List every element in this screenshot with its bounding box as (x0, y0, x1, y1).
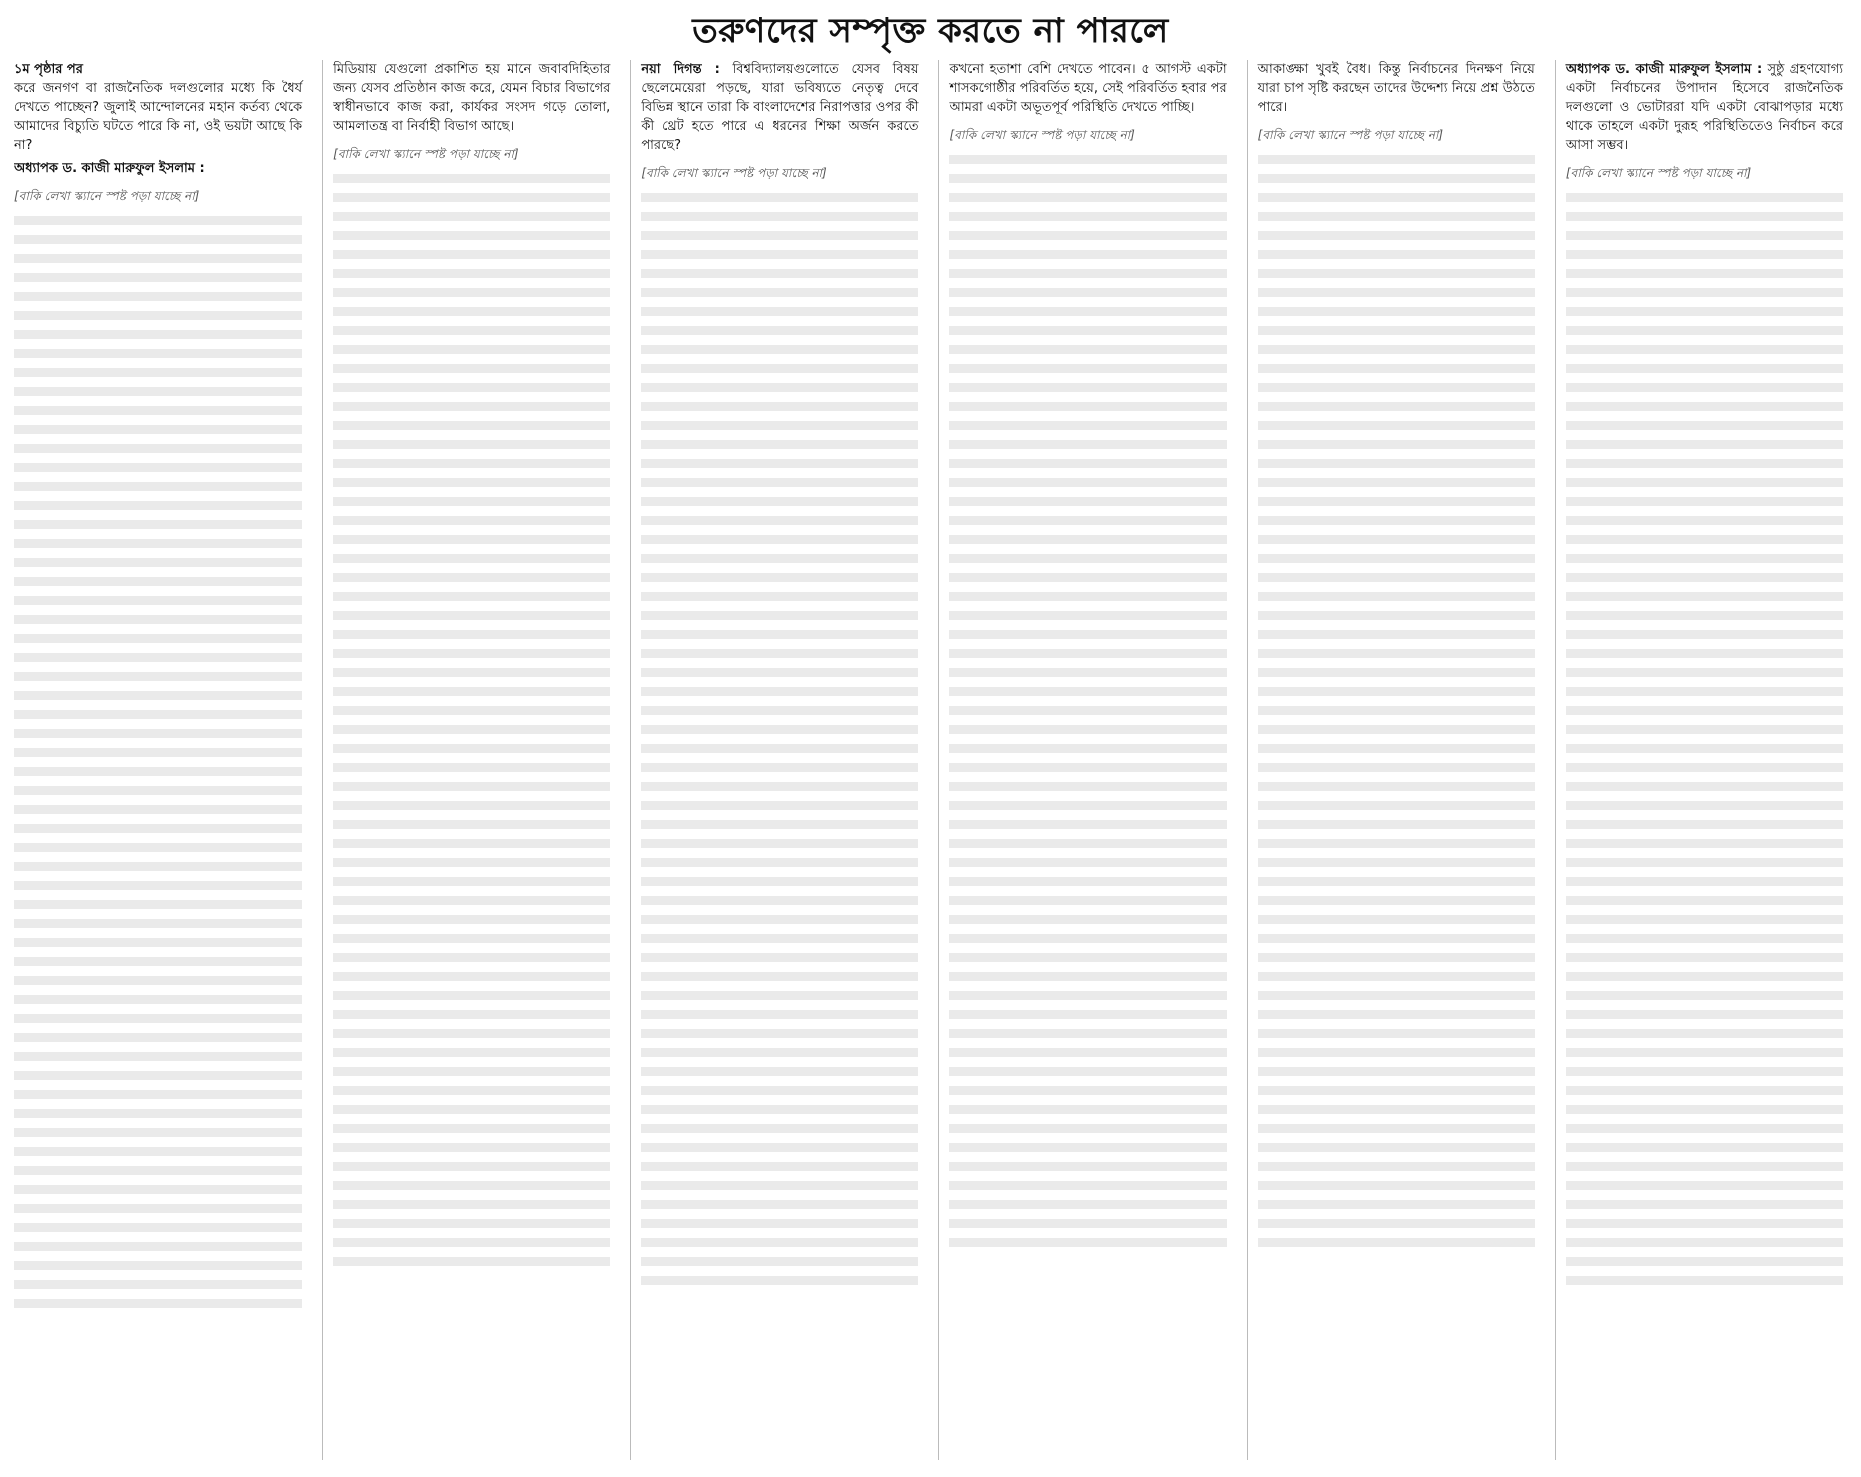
column-1-text: করে জনগণ বা রাজনৈতিক দলগুলোর মধ্যে কি ধৈর্য দেখতে পাচ্ছেন? জুলাই আন্দোলনের মহান কর্তব্য থেকে আমাদের বিচ্যুতি ঘটতে পারে কি না, ওই ভয়টা আছে কি না? (14, 81, 303, 153)
article-column-5 (1247, 60, 1539, 1460)
column-3-opening (641, 60, 918, 155)
headline-bar (14, 8, 1847, 54)
column-1-opening (14, 60, 302, 155)
column-6-illegible-note: [বাকি লেখা স্ক্যানে স্পষ্ট পড়া যাচ্ছে না] (1565, 166, 1752, 180)
column-1-answer (14, 159, 302, 178)
column-5-text: আকাঙ্ক্ষা খুবই বৈধ। কিন্তু নির্বাচনের দিনক্ষণ নিয়ে যারা চাপ সৃষ্টি করছেন তাদের উদ্দেশ্য নিয়ে প্রশ্ন উঠতে পারে। (1257, 62, 1535, 115)
article-columns (14, 60, 1847, 1460)
interviewer-label: নয়া দিগন্ত : (641, 62, 720, 77)
column-1-illegible-note: [বাকি লেখা স্ক্যানে স্পষ্ট পড়া যাচ্ছে না] (14, 189, 200, 203)
column-3-illegible-note: [বাকি লেখা স্ক্যানে স্পষ্ট পড়া যাচ্ছে না] (641, 166, 827, 180)
article-column-1 (14, 60, 306, 1460)
article-column-3 (630, 60, 922, 1460)
column-5-body-placeholder (1258, 155, 1535, 1255)
column-2-text: মিডিয়ায় যেগুলো প্রকাশিত হয় মানে জবাবদিহিতার জন্য যেসব প্রতিষ্ঠান কাজ করে, যেমন বিচার বিভাগের স্বাধীনভাবে কাজ করা, কার্যকর সংসদ গড়ে তোলা, আমলাতন্ত্র বা নির্বাহী বিভাগ আছে। (333, 62, 611, 134)
column-6-opening (1566, 60, 1843, 155)
column-1-body-placeholder (14, 216, 302, 1316)
column-2-opening (333, 60, 610, 136)
column-4-text: কখনো হতাশা বেশি দেখতে পাবেন। ৫ আগস্ট একটা শাসকগোষ্ঠীর পরিবর্তিত হয়ে, সেই পরিবর্তিত হবার পর আমরা একটা অভূতপূর্ব পরিস্থিতি দেখতে পাচ্ছি। (949, 62, 1227, 115)
column-2-illegible-note: [বাকি লেখা স্ক্যানে স্পষ্ট পড়া যাচ্ছে না] (333, 147, 519, 161)
column-6-body-placeholder (1566, 193, 1843, 1293)
column-3-body-placeholder (641, 193, 918, 1293)
article-headline: তরুণদের সম্পৃক্ত করতে না পারলে (692, 11, 1169, 51)
column-4-opening (949, 60, 1226, 117)
column-5-illegible-note: [বাকি লেখা স্ক্যানে স্পষ্ট পড়া যাচ্ছে না] (1257, 128, 1444, 142)
continuation-label: ১ম পৃষ্ঠার পর (14, 62, 83, 77)
article-column-6 (1555, 60, 1847, 1460)
column-4-body-placeholder (949, 155, 1226, 1255)
article-column-4 (938, 60, 1230, 1460)
column-3-text: বিশ্ববিদ্যালয়গুলোতে যেসব বিষয় ছেলেমেয়েরা পড়ছে, যারা ভবিষ্যতে নেতৃত্ব দেবে বিভিন্ন স্থানে তারা কি বাংলাদেশের নিরাপত্তার ওপর কী কী থ্রেট হতে পারে এ ধরনের শিক্ষা অর্জন করতে পারছে? (641, 62, 919, 153)
interviewee-label: অধ্যাপক ড. কাজী মারুফুল ইসলাম : (14, 161, 205, 176)
column-6-text: সুষ্ঠু গ্রহণযোগ্য একটা নির্বাচনের উপাদান হিসেবে রাজনৈতিক দলগুলো ও ভোটাররা যদি একটা বোঝাপড়ার মধ্যে থাকে তাহলে একটা দুরূহ পরিস্থিতিতেও নির্বাচন করে আসা সম্ভব। (1565, 62, 1843, 153)
column-5-opening (1258, 60, 1535, 117)
article-column-2 (322, 60, 614, 1460)
interviewee-label-col6: অধ্যাপক ড. কাজী মারুফুল ইসলাম : (1565, 62, 1763, 77)
column-2-body-placeholder (333, 174, 610, 1274)
column-4-illegible-note: [বাকি লেখা স্ক্যানে স্পষ্ট পড়া যাচ্ছে না] (949, 128, 1135, 142)
